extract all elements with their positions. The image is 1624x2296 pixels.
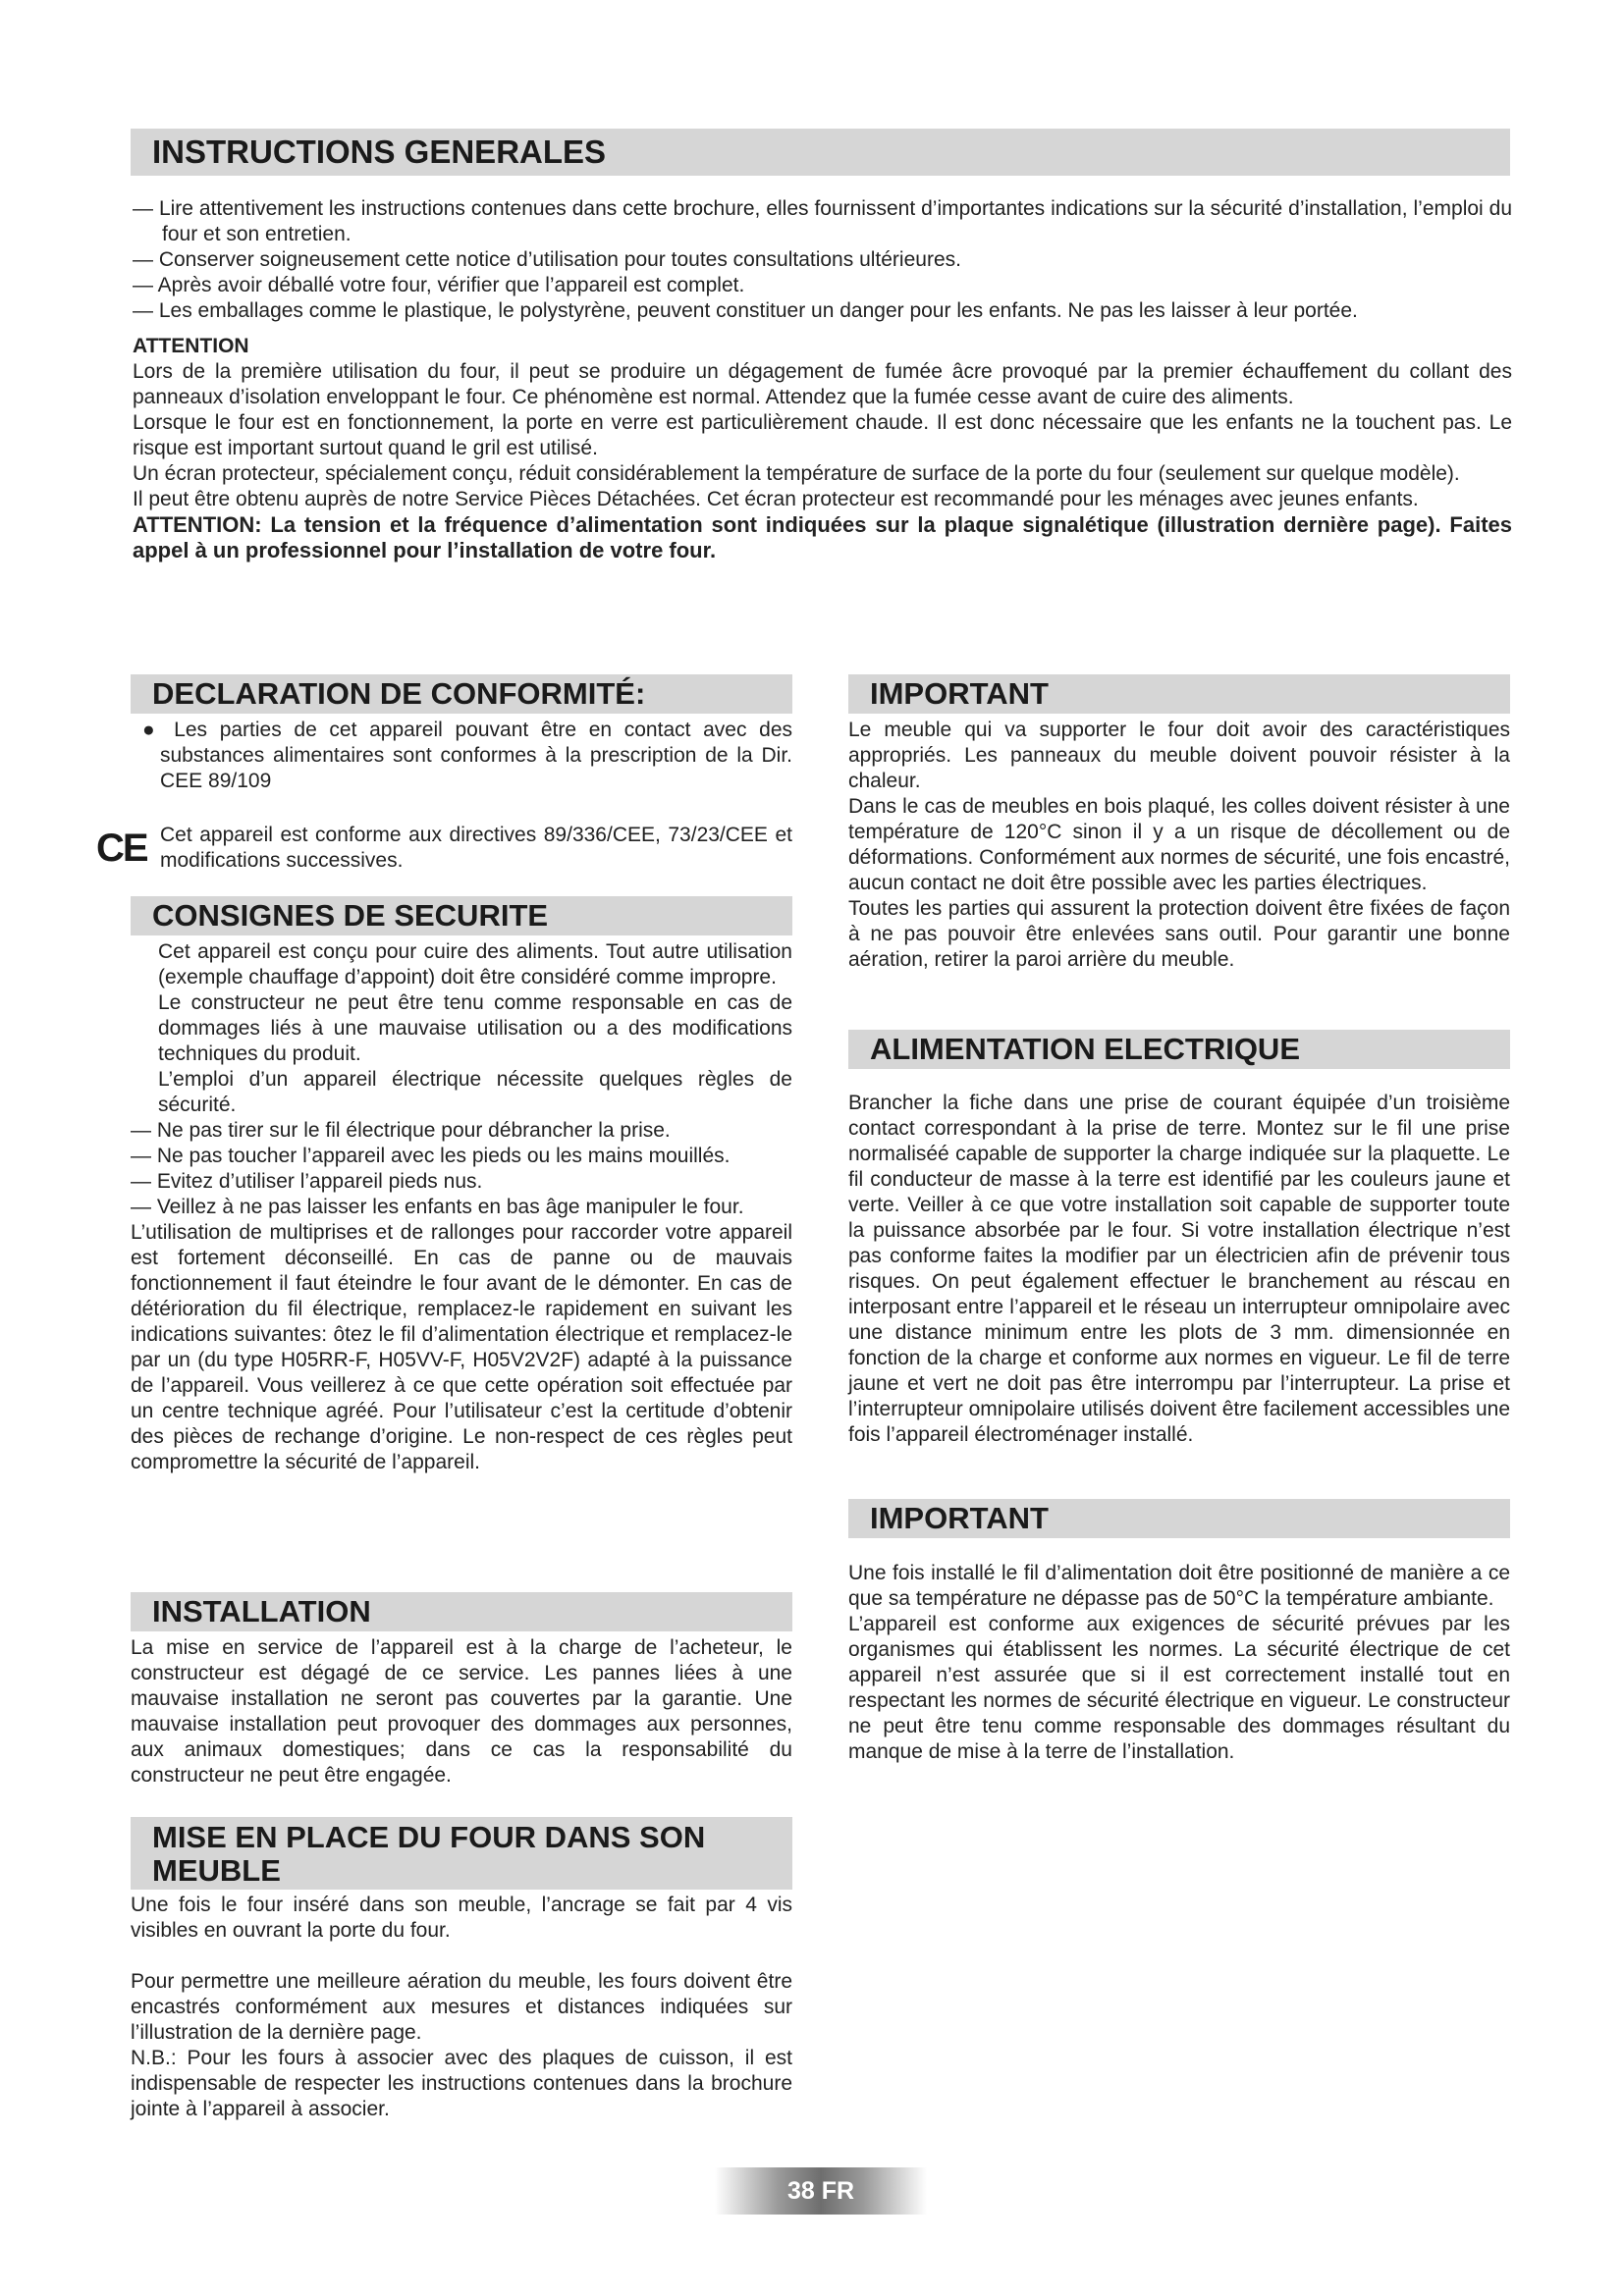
section-title-alimentation	[848, 1030, 1510, 1069]
mise-en-place-body	[131, 1893, 792, 2122]
section-title-text: IMPORTANT	[870, 676, 1049, 711]
section-title-consignes	[131, 896, 792, 935]
paragraph: Une fois le four inséré dans son meuble, l’ancrage se fait par 4 vis visibles en ouvrant la porte du four.	[131, 1894, 792, 1942]
ce-declaration-text: Cet appareil est conforme aux directives 89/336/CEE, 73/23/CEE et modifications successives.	[160, 824, 792, 872]
section-title-text: DECLARATION DE CONFORMITÉ:	[152, 676, 646, 711]
paragraph: Cet appareil est conçu pour cuire des aliments. Tout autre utilisation (exemple chauffage d’appoint) doit être considéré comme impropre.	[158, 940, 792, 988]
section-title-installation	[131, 1592, 792, 1631]
list-item: — Ne pas tirer sur le fil électrique pour débrancher la prise.	[131, 1119, 671, 1142]
paragraph: N.B.: Pour les fours à associer avec des plaques de cuisson, il est indispensable de respecter les instructions contenues dans la brochure jointe à l’appareil à associer.	[131, 2047, 792, 2120]
paragraph: Lorsque le four est en fonctionnement, la porte en verre est particulièrement chaude. Il est donc nécessaire que les enfants ne la touchent pas. Le risque est important surtout quand le gril est utilisé.	[133, 411, 1512, 459]
paragraph: Dans le cas de meubles en bois plaqué, les colles doivent résister à une température de 120°C sinon il y a un risque de décollement ou de déformations. Conformément aux normes de sécurité, une fois encastré, aucun contact ne doit être possible avec les parties électriques.	[848, 795, 1510, 894]
section-title-text: ALIMENTATION ELECTRIQUE	[870, 1032, 1300, 1066]
list-item: — Conserver soigneusement cette notice d’utilisation pour toutes consultations ultérieures.	[133, 248, 961, 271]
attention-label: ATTENTION	[133, 335, 249, 357]
section-title-text: INSTRUCTIONS GENERALES	[152, 133, 607, 170]
section-title-line: MISE EN PLACE DU FOUR DANS SON	[152, 1820, 706, 1854]
list-item: — Evitez d’utiliser l’appareil pieds nus.	[131, 1170, 483, 1193]
alimentation-body: Brancher la fiche dans une prise de courant équipée d’un troisième contact correspondant à la prise de terre. Montez sur le fil une prise normaliséé capable de supporter la charge indiquée sur la plaquette. Le fil conducteur de masse à la terre est identifié par les couleurs jaune et verte. Veiller à ce que votre installation soit capable de supporter toute la puissance absorbée par le four. Si votre installation électrique n’est pas conforme faites la modifier par un électricien afin de prévenir tous risques. On peut également effectuer le branchement au réscau en interposant entre l’appareil et le réseau un interrupteur omnipolaire avec une distance minimum entre les plots de 3 mm. dimensionnée en fonction de la charge et conforme aux normes en vigueur. Le fil de terre jaune et vert ne doit pas être interrompu par l’interrupteur. La prise et l’interrupteur omnipolaire utilisés doivent être facilement accessibles une fois l’appareil électroménager installé.	[848, 1092, 1510, 1446]
section-title-declaration	[131, 674, 792, 714]
section-title-important-2	[848, 1499, 1510, 1538]
consignes-body	[131, 939, 792, 1475]
section-title-instructions-generales	[131, 129, 1510, 176]
list-item: — Ne pas toucher l’appareil avec les pieds ou les mains mouillés.	[131, 1145, 731, 1167]
attention-bold-note: ATTENTION: La tension et la fréquence d’alimentation sont indiquées sur la plaque signalétique (illustration dernière page). Faites appel à un professionnel pour l’installation de votre four.	[133, 512, 1512, 562]
section-title-text: INSTALLATION	[152, 1594, 371, 1629]
list-item: — Lire attentivement les instructions contenues dans cette brochure, elles fournissent d’importantes indications sur la sécurité d’installation, l’emploi du four et son entretien.	[133, 197, 1512, 245]
section-title-text: IMPORTANT	[870, 1501, 1049, 1535]
list-item: — Les emballages comme le plastique, le polystyrène, peuvent constituer un danger pour les enfants. Ne pas les laisser à leur portée.	[133, 299, 1358, 322]
paragraph: Pour permettre une meilleure aération du meuble, les fours doivent être encastrés conformément aux mesures et distances indiquées sur l’illustration de la dernière page.	[131, 1970, 792, 2044]
paragraph: Un écran protecteur, spécialement conçu, réduit considérablement la température de surface de la porte du four (seulement sur quelque modèle).	[133, 462, 1460, 485]
paragraph: Il peut être obtenu auprès de notre Service Pièces Détachées. Cet écran protecteur est recommandé pour les ménages avec jeunes enfants.	[133, 488, 1419, 510]
page-number: 38 FR	[715, 2167, 927, 2215]
installation-body: La mise en service de l’appareil est à la charge de l’acheteur, le constructeur est dégagé de ce service. Les pannes liées à une mauvaise installation ne seront pas couvertes par la garantie. Une mauvaise installation peut provoquer des dommages aux personnes, aux animaux domestiques; dans ce cas la responsabilité du constructeur ne peut être engagée.	[131, 1636, 792, 1787]
important-1-body	[848, 718, 1510, 973]
paragraph: Lors de la première utilisation du four, il peut se produire un dégagement de fumée âcre provoqué par la premier échauffement du collant des panneaux d’isolation enveloppant le four. Ce phénomène est normal. Attendez que la fumée cesse avant de cuire des aliments.	[133, 360, 1512, 408]
paragraph: L’utilisation de multiprises et de rallonges pour raccorder votre appareil est fortement déconseillé. En cas de panne ou de mauvais fonctionnement il faut éteindre le four avant de le démonter. En cas de détérioration du fil électrique, remplacez-le rapidement en suivant les indications suivantes: ôtez le fil d’alimentation électrique et remplacez-le par un (du type H05RR-F, H05VV-F, H05V2V2F) adapté à la puissance de l’appareil. Vous veillerez à ce que cette opération soit effectuée par un centre technique agréé. Pour l’utilisateur c’est la certitude d’obtenir des pièces de rechange d’origine. Le non-respect de ces règles peut compromettre la sécurité de l’appareil.	[131, 1221, 792, 1473]
declaration-bullet: ● Les parties de cet appareil pouvant être en contact avec des substances alimentaires sont conformes à la prescription de la Dir. CEE 89/109	[142, 719, 792, 792]
paragraph: L’appareil est conforme aux exigences de sécurité prévues par les organismes qui établissent les normes. La sécurité électrique de cet appareil n’est assurée que si il est correctement installé tout en respectant les normes de sécurité électrique en vigueur. Le constructeur ne peut être tenu comme responsable des dommages résultant du manque de mise à la terre de l’installation.	[848, 1613, 1510, 1763]
instructions-generales-body	[133, 196, 1512, 563]
list-item: — Veillez à ne pas laisser les enfants en bas âge manipuler le four.	[131, 1196, 744, 1218]
paragraph: L’emploi d’un appareil électrique nécessite quelques règles de sécurité.	[158, 1068, 792, 1116]
section-title-text: CONSIGNES DE SECURITE	[152, 898, 549, 933]
important-2-body	[848, 1561, 1510, 1765]
paragraph: Une fois installé le fil d’alimentation doit être positionné de manière a ce que sa température ne dépasse pas de 50°C la température ambiante.	[848, 1562, 1510, 1610]
section-title-important-1	[848, 674, 1510, 714]
paragraph: Le meuble qui va supporter le four doit avoir des caractéristiques appropriés. Les panneaux du meuble doivent pouvoir résister à la chaleur.	[848, 719, 1510, 792]
list-item: — Après avoir déballé votre four, vérifier que l’appareil est complet.	[133, 274, 745, 296]
declaration-body	[131, 718, 792, 794]
section-title-line: MEUBLE	[152, 1853, 281, 1888]
ce-mark-icon: CE	[96, 827, 147, 870]
paragraph: Le constructeur ne peut être tenu comme responsable en cas de dommages liés à une mauvaise utilisation ou a des modifications techniques du produit.	[158, 991, 792, 1065]
paragraph: Toutes les parties qui assurent la protection doivent être fixées de façon à ne pas pouvoir être enlevées sans outil. Pour garantir une bonne aération, retirer la paroi arrière du meuble.	[848, 897, 1510, 971]
section-title-mise-en-place	[131, 1817, 792, 1890]
